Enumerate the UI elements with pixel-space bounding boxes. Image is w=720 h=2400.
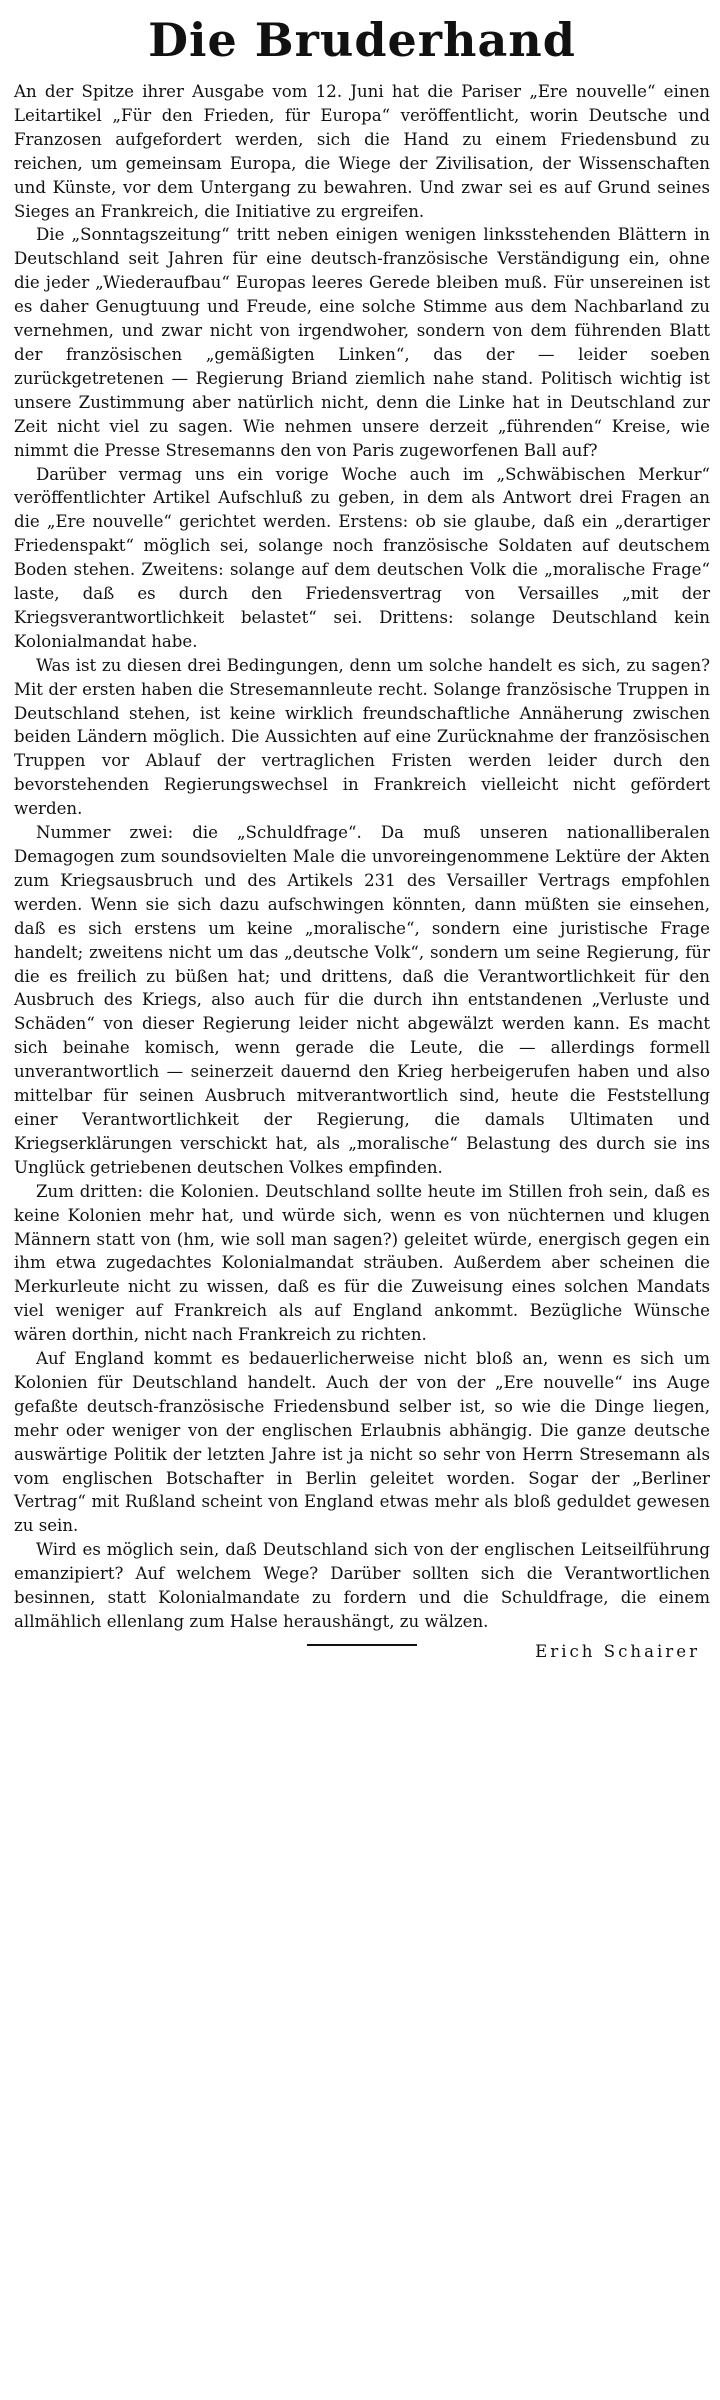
article-paragraph: Die „Sonntagszeitung“ tritt neben einigen wenigen linksstehenden Blättern in Deutschland seit Jahren für eine deutsch-französische Verständigung ein, ohne die jeder „Wiederaufbau“ Europas leeres Gerede bleiben muß. Für unsereinen ist es daher Genugtuung und Freude, eine solche Stimme aus dem Nachbarland zu vernehmen, und zwar nicht von irgendwoher, sondern von dem führenden Blatt der französischen „gemäßigten Linken“, das der — leider soeben zurückgetretenen — Regierung Briand ziemlich nahe stand. Politisch wichtig ist unsere Zustimmung aber natürlich nicht, denn die Linke hat in Deutschland zur Zeit nicht viel zu sagen. Wie nehmen unsere derzeit „führenden“ Kreise, wie nimmt die Presse Stresemanns den von Paris zugeworfenen Ball auf? bbox=[14, 225, 710, 460]
article-paragraph: Darüber vermag uns ein vorige Woche auch im „Schwäbischen Merkur“ veröffentlichter Artikel Aufschluß zu geben, in dem als Antwort drei Fragen an die „Ere nouvelle“ gerichtet werden. Erstens: ob sie glaube, daß ein „derartiger Friedenspakt“ möglich sei, solange noch französische Soldaten auf deutschem Boden stehen. Zweitens: solange auf dem deutschen Volk die „moralische Frage“ laste, daß es durch den Friedensvertrag von Versailles „mit der Kriegsverantwortlichkeit belastet“ sei. Drittens: solange Deutschland kein Kolonialmandat habe. bbox=[14, 464, 710, 651]
article-paragraph: Nummer zwei: die „Schuldfrage“. Da muß unseren nationalliberalen Demagogen zum soundsovielten Male die unvoreingenommene Lektüre der Akten zum Kriegsausbruch und des Artikels 231 des Versailler Vertrags empfohlen werden. Wenn sie sich dazu aufschwingen könnten, dann müßten sie einsehen, daß es sich erstens um keine „moralische“, sondern eine juristische Frage handelt; zweitens nicht um das „deutsche Volk“, sondern um seine Regierung, für die es freilich zu büßen hat; und drittens, daß die Verantwortlichkeit für den Ausbruch des Kriegs, also auch für die durch ihn entstandenen „Verluste und Schäden“ von dieser Regierung leider nicht abgewälzt werden kann. Es macht sich beinahe komisch, wenn gerade die Leute, die — allerdings formell unverantwortlich — seinerzeit dauernd den Krieg herbeigerufen haben und also mittelbar für seinen Ausbruch mitverantwortlich sind, heute die Feststellung einer Verantwortlichkeit der Regierung, die damals Ultimaten und Kriegserklärungen verschickt hat, als „moralische“ Belastung des durch sie ins Unglück getriebenen deutschen Volkes empfinden. bbox=[14, 823, 710, 1177]
article-paragraph: Wird es möglich sein, daß Deutschland sich von der englischen Leitseilführung emanzipiert? Auf welchem Wege? Darüber sollten sich die Verantwortlichen besinnen, statt Kolonialmandate zu fordern und die Schuldfrage, die einem allmählich ellenlang zum Halse heraushängt, zu wälzen. bbox=[14, 1540, 710, 1631]
author-byline: Erich Schairer bbox=[535, 1641, 700, 1661]
article-paragraph: An der Spitze ihrer Ausgabe vom 12. Juni hat die Pariser „Ere nouvelle“ einen Leitartikel „Für den Frieden, für Europa“ veröffentlicht, worin Deutsche und Franzosen aufgefordert werden, sich die Hand zu einem Friedensbund zu reichen, um gemeinsam Europa, die Wiege der Zivilisation, der Wissenschaften und Künste, vor dem Untergang zu bewahren. Und zwar sei es auf Grund seines Sieges an Frankreich, die Initiative zu ergreifen. bbox=[14, 82, 710, 221]
article-paragraph: Zum dritten: die Kolonien. Deutschland sollte heute im Stillen froh sein, daß es keine Kolonien mehr hat, und würde sich, wenn es von nüchternen und klugen Männern statt von (hm, wie soll man sagen?) geleitet würde, energisch gegen ein ihm etwa zugedachtes Kolonialmandat sträuben. Außerdem aber scheinen die Merkurleute nicht zu wissen, daß es für die Zuweisung eines solchen Mandats viel weniger auf Frankreich als auf England ankommt. Bezügliche Wünsche wären dorthin, nicht nach Frankreich zu richten. bbox=[14, 1181, 710, 1345]
article-body bbox=[14, 80, 710, 1634]
article-paragraph: Was ist zu diesen drei Bedingungen, denn um solche handelt es sich, zu sagen? Mit der ersten haben die Stresemannleute recht. Solange französische Truppen in Deutschland stehen, ist keine wirklich freundschaftliche Annäherung zwischen beiden Ländern möglich. Die Aussichten auf eine Zurücknahme der französischen Truppen vor Ablauf der vertraglichen Fristen werden leider durch den bevorstehenden Regierungswechsel in Frankreich vielleicht nicht gefördert werden. bbox=[14, 655, 710, 819]
article-headline: Die Bruderhand bbox=[148, 13, 576, 67]
article-paragraph: Auf England kommt es bedauerlicherweise nicht bloß an, wenn es sich um Kolonien für Deutschland handelt. Auch der von der „Ere nouvelle“ ins Auge gefaßte deutsch-französische Friedensbund selber ist, so wie die Dinge liegen, mehr oder weniger von der englischen Erlaubnis abhängig. Die ganze deutsche auswärtige Politik der letzten Jahre ist ja nicht so sehr von Herrn Stresemann als vom englischen Botschafter in Berlin geleitet worden. Sogar der „Berliner Vertrag“ mit Rußland scheint von England etwas mehr als bloß geduldet gewesen zu sein. bbox=[14, 1349, 710, 1536]
